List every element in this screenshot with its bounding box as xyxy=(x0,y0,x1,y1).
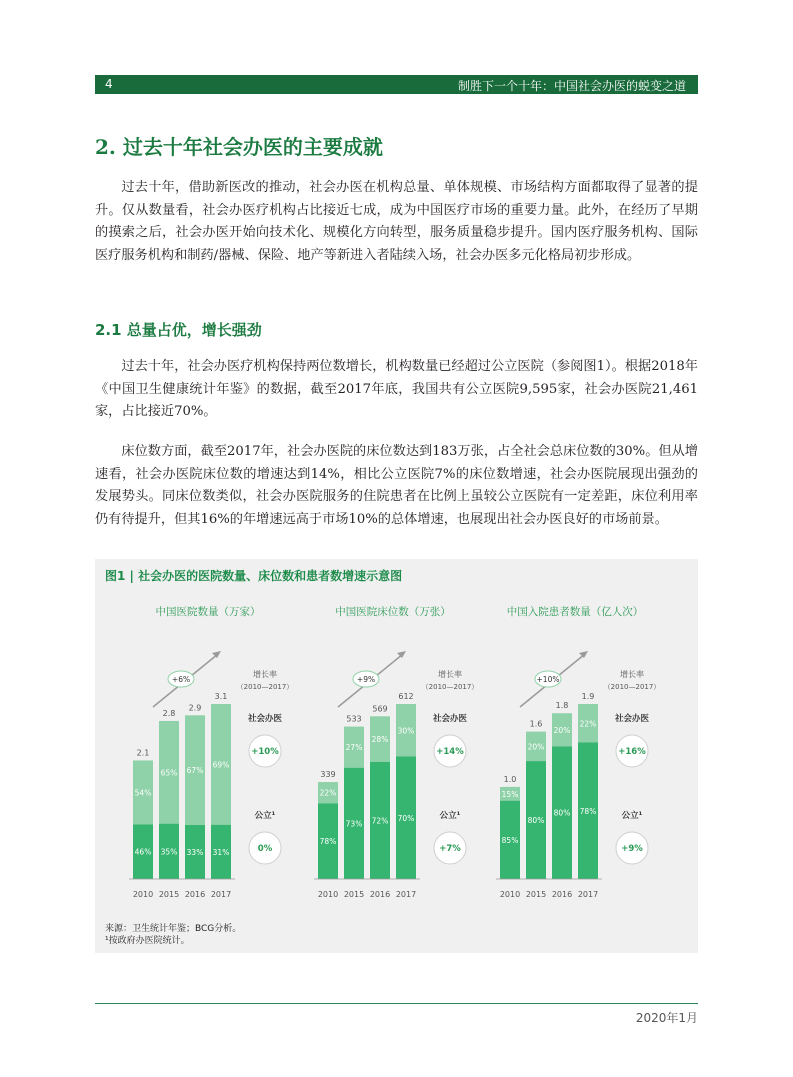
x-tick-label: 2015 xyxy=(525,890,547,899)
public-share-label: 35% xyxy=(160,847,178,857)
bar-total-label: 1.9 xyxy=(581,692,595,701)
private-growth-value: +14% xyxy=(436,747,464,757)
public-growth-value: 0% xyxy=(257,844,273,854)
public-share-label: 46% xyxy=(134,847,152,857)
public-share-label: 85% xyxy=(501,835,519,845)
x-tick-label: 2016 xyxy=(551,890,573,899)
public-growth-value: +9% xyxy=(621,844,643,854)
bar-total-label: 339 xyxy=(320,770,336,780)
public-share-label: 33% xyxy=(186,847,204,857)
private-label: 社会办医 xyxy=(432,714,468,724)
paragraph-2: 过去十年，社会办医疗机构保持两位数增长，机构数量已经超过公立医院（参阅图1）。根据2018年《中国卫生健康统计年鉴》的数据，截至2017年底，我国共有公立医院9,595家，社会办医院21,461家，占比接近70%。 xyxy=(95,359,698,420)
x-tick-label: 2010 xyxy=(317,890,339,899)
bar-total-label: 3.1 xyxy=(214,692,228,701)
private-share-label: 65% xyxy=(160,768,178,778)
growth-period-label: （2010—2017） xyxy=(603,683,661,691)
bar-total-label: 2.8 xyxy=(162,708,176,718)
figure-source: 来源：卫生统计年鉴；BCG分析。 xyxy=(105,924,242,934)
private-growth-value: +16% xyxy=(618,747,646,757)
public-share-label: 72% xyxy=(371,816,389,826)
private-share-label: 27% xyxy=(345,743,363,753)
public-label: 公立¹ xyxy=(254,811,276,821)
x-tick-label: 2016 xyxy=(369,890,391,899)
private-share-label: 20% xyxy=(553,725,571,735)
public-share-label: 70% xyxy=(397,813,415,823)
public-label: 公立¹ xyxy=(621,811,643,821)
chart-title: 中国入院患者数量（亿人次） xyxy=(506,606,644,618)
growth-period-label: （2010—2017） xyxy=(421,683,479,691)
bar-total-label: 569 xyxy=(372,704,388,714)
footer-date: 2020年1月 xyxy=(635,1011,698,1025)
x-tick-label: 2016 xyxy=(184,890,206,899)
private-share-label: 67% xyxy=(186,766,204,776)
growth-rate-label: 增长率 xyxy=(620,670,644,679)
section-title: 2. 过去十年社会办医的主要成就 xyxy=(95,135,383,159)
private-share-label: 54% xyxy=(134,788,152,798)
x-tick-label: 2017 xyxy=(210,890,232,899)
bar-total-label: 1.0 xyxy=(503,774,517,784)
private-share-label: 30% xyxy=(397,726,415,736)
bar-total-label: 612 xyxy=(398,692,414,701)
bar-total-label: 2.9 xyxy=(188,703,202,713)
public-share-label: 78% xyxy=(579,806,597,816)
overall-growth-value: +6% xyxy=(171,675,191,684)
private-share-label: 20% xyxy=(527,742,545,752)
private-label: 社会办医 xyxy=(614,714,650,724)
report-title: 制胜下一个十年：中国社会办医的蜕变之道 xyxy=(457,79,686,93)
x-tick-label: 2010 xyxy=(132,890,154,899)
private-share-label: 28% xyxy=(371,735,389,745)
public-share-label: 73% xyxy=(345,819,363,829)
growth-rate-label: 增长率 xyxy=(438,670,462,679)
chart-title: 中国医院床位数（万张） xyxy=(335,606,451,618)
public-share-label: 80% xyxy=(553,808,571,818)
x-tick-label: 2017 xyxy=(577,890,599,899)
bar-total-label: 1.8 xyxy=(555,701,569,711)
figure-charts xyxy=(95,559,698,911)
public-share-label: 80% xyxy=(527,816,545,826)
subsection-title: 2.1 总量占优，增长强劲 xyxy=(95,321,262,339)
paragraph-3: 床位数方面，截至2017年，社会办医院的床位数达到183万张，占全社会总床位数的30%。但从增速看，社会办医院床位数的增速达到14%，相比公立医院7%的床位数增速，社会办医院展现出强劲的发展势头。同床位数类似，社会办医院服务的住院患者在比例上虽较公立医院有一定差距，床位利用率仍有待提升，但其16%的年增速远高于市场10%的总体增速，也展现出社会办医良好的市场前景。 xyxy=(95,444,698,527)
private-share-label: 69% xyxy=(212,760,230,770)
growth-rate-label: 增长率 xyxy=(253,670,277,679)
figure-1 xyxy=(95,559,698,953)
bar-total-label: 2.1 xyxy=(136,748,150,758)
private-label: 社会办医 xyxy=(247,714,283,724)
figure-note: ¹按政府办医院统计。 xyxy=(105,936,190,946)
private-growth-value: +10% xyxy=(251,747,279,757)
private-share-label: 22% xyxy=(319,788,337,798)
growth-period-label: （2010—2017） xyxy=(236,683,294,691)
figure-title: 图1 | 社会办医的医院数量、床位数和患者数增速示意图 xyxy=(105,569,403,583)
bar-total-label: 1.6 xyxy=(529,719,543,729)
running-header xyxy=(95,75,698,94)
footer-rule xyxy=(95,1003,698,1004)
chart-title: 中国医院数量（万家） xyxy=(155,606,261,618)
public-label: 公立¹ xyxy=(439,811,461,821)
public-growth-value: +7% xyxy=(439,844,461,854)
x-tick-label: 2017 xyxy=(395,890,417,899)
intro-paragraph: 过去十年，借助新医改的推动，社会办医在机构总量、单体规模、市场结构方面都取得了显著的提升。仅从数量看，社会办医疗机构占比接近七成，成为中国医疗市场的重要力量。此外，在经历了早期的摸索之后，社会办医开始向技术化、规模化方向转型，服务质量稳步提升。国内医疗服务机构、国际医疗服务机构和制药/器械、保险、地产等新进入者陆续入场，社会办医多元化格局初步形成。 xyxy=(95,180,698,263)
page-number: 4 xyxy=(105,77,113,91)
private-share-label: 15% xyxy=(501,789,519,799)
x-tick-label: 2015 xyxy=(158,890,180,899)
private-share-label: 22% xyxy=(579,719,597,729)
public-share-label: 31% xyxy=(212,847,230,857)
x-tick-label: 2015 xyxy=(343,890,365,899)
bar-total-label: 533 xyxy=(346,714,362,724)
overall-growth-value: +9% xyxy=(356,675,376,684)
x-tick-label: 2010 xyxy=(499,890,521,899)
overall-growth-value: +10% xyxy=(536,675,560,684)
public-share-label: 78% xyxy=(319,837,337,847)
